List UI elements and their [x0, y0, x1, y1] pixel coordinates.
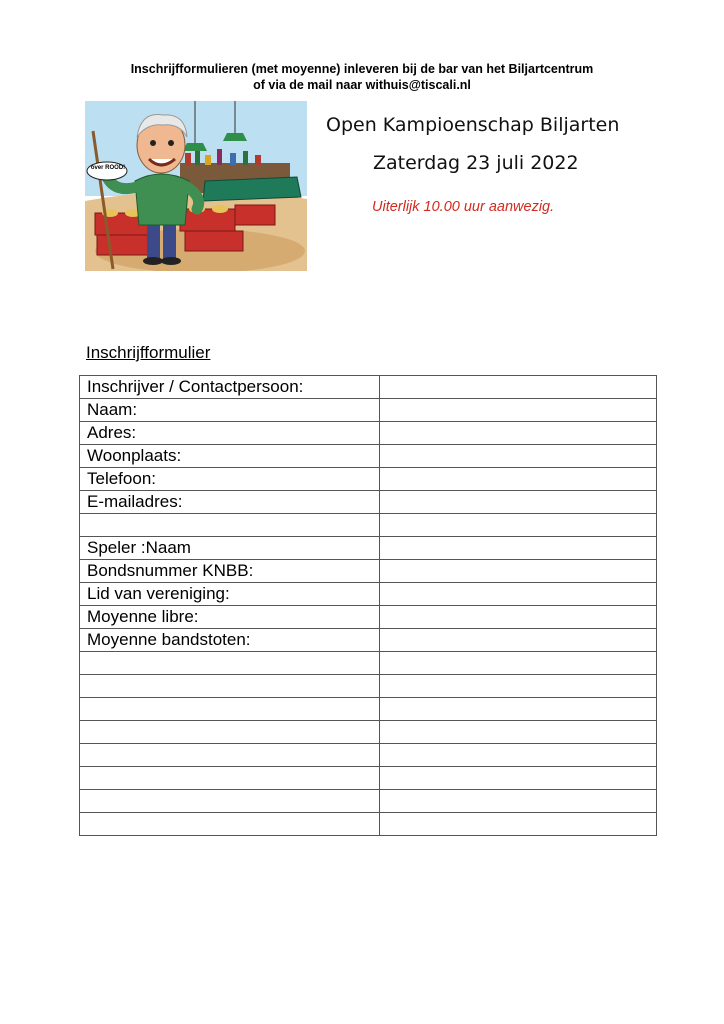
form-field-label	[80, 675, 380, 698]
caricature-drawing	[85, 101, 307, 271]
form-row	[80, 491, 657, 514]
form-field-label: Lid van vereniging:	[80, 583, 380, 606]
form-row	[80, 514, 657, 537]
form-field-value-cell[interactable]	[380, 399, 657, 422]
form-field-value-cell[interactable]	[380, 514, 657, 537]
form-row	[80, 606, 657, 629]
speech-bubble-text: over ROOD!	[90, 165, 126, 171]
form-row	[80, 399, 657, 422]
form-field-label: Bondsnummer KNBB:	[80, 560, 380, 583]
form-field-value-cell[interactable]	[380, 583, 657, 606]
form-field-label: E-mailadres:	[80, 491, 380, 514]
form-field-value-cell[interactable]	[380, 790, 657, 813]
form-field-value-cell[interactable]	[380, 698, 657, 721]
event-date: Zaterdag 23 juli 2022	[373, 152, 579, 174]
form-row	[80, 422, 657, 445]
form-row	[80, 721, 657, 744]
form-row	[80, 376, 657, 399]
form-field-label	[80, 813, 380, 836]
form-field-label: Moyenne libre:	[80, 606, 380, 629]
event-title: Open Kampioenschap Biljarten	[326, 114, 620, 136]
form-field-value-cell[interactable]	[380, 491, 657, 514]
form-field-label	[80, 744, 380, 767]
form-field-label	[80, 721, 380, 744]
form-field-value-cell[interactable]	[380, 468, 657, 491]
form-field-value-cell[interactable]	[380, 376, 657, 399]
form-field-value-cell[interactable]	[380, 629, 657, 652]
form-field-value-cell[interactable]	[380, 445, 657, 468]
form-row	[80, 813, 657, 836]
instructions-line-2: of via de mail naar withuis@tiscali.nl	[253, 78, 471, 92]
form-field-value-cell[interactable]	[380, 422, 657, 445]
form-field-label	[80, 790, 380, 813]
form-field-label: Moyenne bandstoten:	[80, 629, 380, 652]
form-row	[80, 468, 657, 491]
form-field-value-cell[interactable]	[380, 744, 657, 767]
form-field-value-cell[interactable]	[380, 721, 657, 744]
form-row	[80, 790, 657, 813]
form-field-value-cell[interactable]	[380, 675, 657, 698]
form-row	[80, 537, 657, 560]
form-row	[80, 583, 657, 606]
form-field-label: Telefoon:	[80, 468, 380, 491]
form-field-value-cell[interactable]	[380, 537, 657, 560]
registration-form-table	[79, 375, 657, 836]
form-field-value-cell[interactable]	[380, 560, 657, 583]
form-field-label: Inschrijver / Contactpersoon:	[80, 376, 380, 399]
caricature-illustration	[85, 101, 307, 271]
form-row	[80, 698, 657, 721]
form-field-value-cell[interactable]	[380, 767, 657, 790]
form-row	[80, 652, 657, 675]
form-field-value-cell[interactable]	[380, 606, 657, 629]
form-field-label: Adres:	[80, 422, 380, 445]
form-field-label: Naam:	[80, 399, 380, 422]
form-row	[80, 445, 657, 468]
form-field-label	[80, 767, 380, 790]
instructions-line-1: Inschrijfformulieren (met moyenne) inleveren bij de bar van het Biljartcentrum	[130, 62, 594, 76]
form-field-label: Speler :Naam	[80, 537, 380, 560]
form-row	[80, 675, 657, 698]
form-row	[80, 629, 657, 652]
form-field-value-cell[interactable]	[380, 813, 657, 836]
form-field-label	[80, 652, 380, 675]
form-field-value-cell[interactable]	[380, 652, 657, 675]
form-row	[80, 744, 657, 767]
form-field-label	[80, 514, 380, 537]
form-field-label: Woonplaats:	[80, 445, 380, 468]
form-row	[80, 767, 657, 790]
form-row	[80, 560, 657, 583]
form-heading: Inschrijfformulier	[86, 343, 211, 362]
arrival-notice: Uiterlijk 10.00 uur aanwezig.	[372, 199, 555, 215]
form-field-label	[80, 698, 380, 721]
